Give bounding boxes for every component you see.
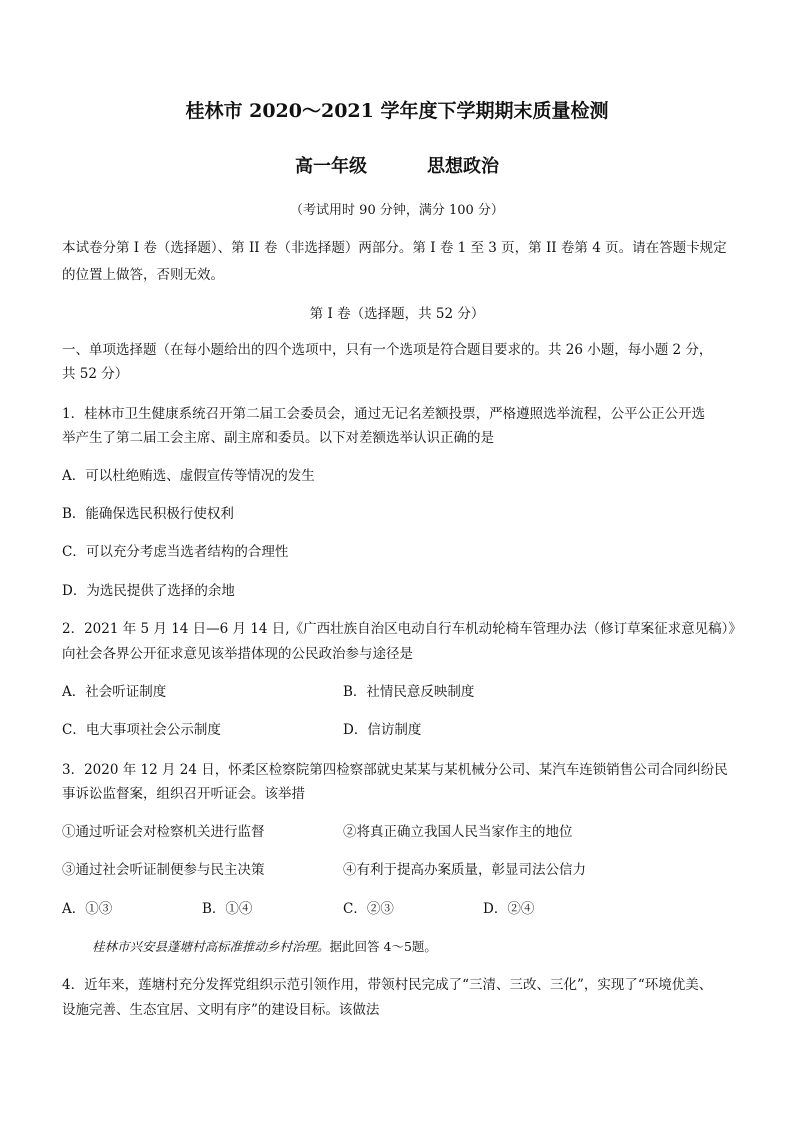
- q2-stem-line-1: 2．2021 年 5 月 14 日—6 月 14 日,《广西壮族自治区电动自行车机动轮椅车管理办法（修订草案征求意见稿）》: [62, 621, 742, 637]
- grade-label: 高一年级: [295, 156, 367, 177]
- q1-stem-line-2: 举产生了第二届工会主席、副主席和委员。以下对差额选举认识正确的是: [62, 430, 494, 446]
- q3-stem-line-1: 3．2020 年 12 月 24 日，怀柔区检察院第四检察部就史某某与某机械分公司、某汽车连锁销售公司合同纠纷民: [62, 762, 728, 778]
- q3-option-d: D．②④: [483, 901, 535, 917]
- material-tail: 据此回答 4～5题。: [329, 939, 437, 954]
- q2-option-d: D．信访制度: [343, 722, 422, 738]
- q2-option-a: A．社会听证制度: [62, 684, 167, 700]
- q3-option-a: A．①③: [62, 901, 113, 917]
- q3-item-3: ③通过社会听证制便参与民主决策: [62, 862, 265, 878]
- material-lead: 桂林市兴安县蓬塘村高标准推动乡村治理。: [92, 939, 330, 954]
- instructions-line-2: 的位置上做答，否则无效。: [62, 267, 224, 283]
- q3-stem-line-2: 事诉讼监督案，组织召开听证会。该举措: [62, 786, 305, 802]
- exam-time-note: （考试用时 90 分钟，满分 100 分）: [290, 203, 504, 218]
- q3-option-c: C．②③: [343, 901, 394, 917]
- q1-option-a: A．可以杜绝贿选、虚假宣传等情况的发生: [62, 468, 315, 484]
- section-one-line-1: 一、单项选择题（在每小题给出的四个选项中，只有一个选项是符合题目要求的。共 26 小题，每小题 2 分，: [62, 342, 713, 358]
- q3-item-2: ②将真正确立我国人民当家作主的地位: [343, 824, 573, 840]
- q2-stem-line-2: 向社会各界公开征求意见该举措体现的公民政治参与途径是: [62, 646, 413, 662]
- q3-item-1: ①通过听证会对检察机关进行监督: [62, 824, 265, 840]
- exam-subtitle: [0, 152, 794, 178]
- exam-title: 桂林市 2020～2021 学年度下学期期末质量检测: [185, 100, 609, 122]
- instructions-line-1: 本试卷分第 I 卷（选择题）、第 II 卷（非选择题）两部分。第 I 卷 1 至 3 页，第 II 卷第 4 页。请在答题卡规定: [62, 240, 727, 256]
- section-one-line-2: 共 52 分）: [62, 366, 129, 382]
- q3-option-b: B．①④: [202, 901, 253, 917]
- q1-stem-line-1: 1．桂林市卫生健康系统召开第二届工会委员会，通过无记名差额投票，严格遵照选举流程，公平公正公开选: [62, 406, 706, 422]
- q3-item-4: ④有利于提高办案质量，彰显司法公信力: [343, 862, 586, 878]
- q2-option-c: C．电大事项社会公示制度: [62, 722, 221, 738]
- subject-label: 思想政治: [427, 156, 499, 177]
- q4-stem-line-2: 设施完善、生态宜居、文明有序”的建设目标。该做法: [62, 1002, 380, 1018]
- material-intro: [92, 937, 437, 957]
- q1-option-c: C．可以充分考虑当选者结构的合理性: [62, 544, 289, 560]
- part-one-title: 第 I 卷（选择题，共 52 分）: [309, 306, 485, 322]
- q2-option-b: B．社情民意反映制度: [343, 684, 475, 700]
- q1-option-b: B．能确保选民积极行使权利: [62, 506, 234, 522]
- q4-stem-line-1: 4．近年来，莲塘村充分发挥党组织示范引领作用，带领村民完成了“三清、三改、三化”，实现了“环境优美、: [62, 977, 713, 993]
- q1-option-d: D．为选民提供了选择的余地: [62, 583, 235, 599]
